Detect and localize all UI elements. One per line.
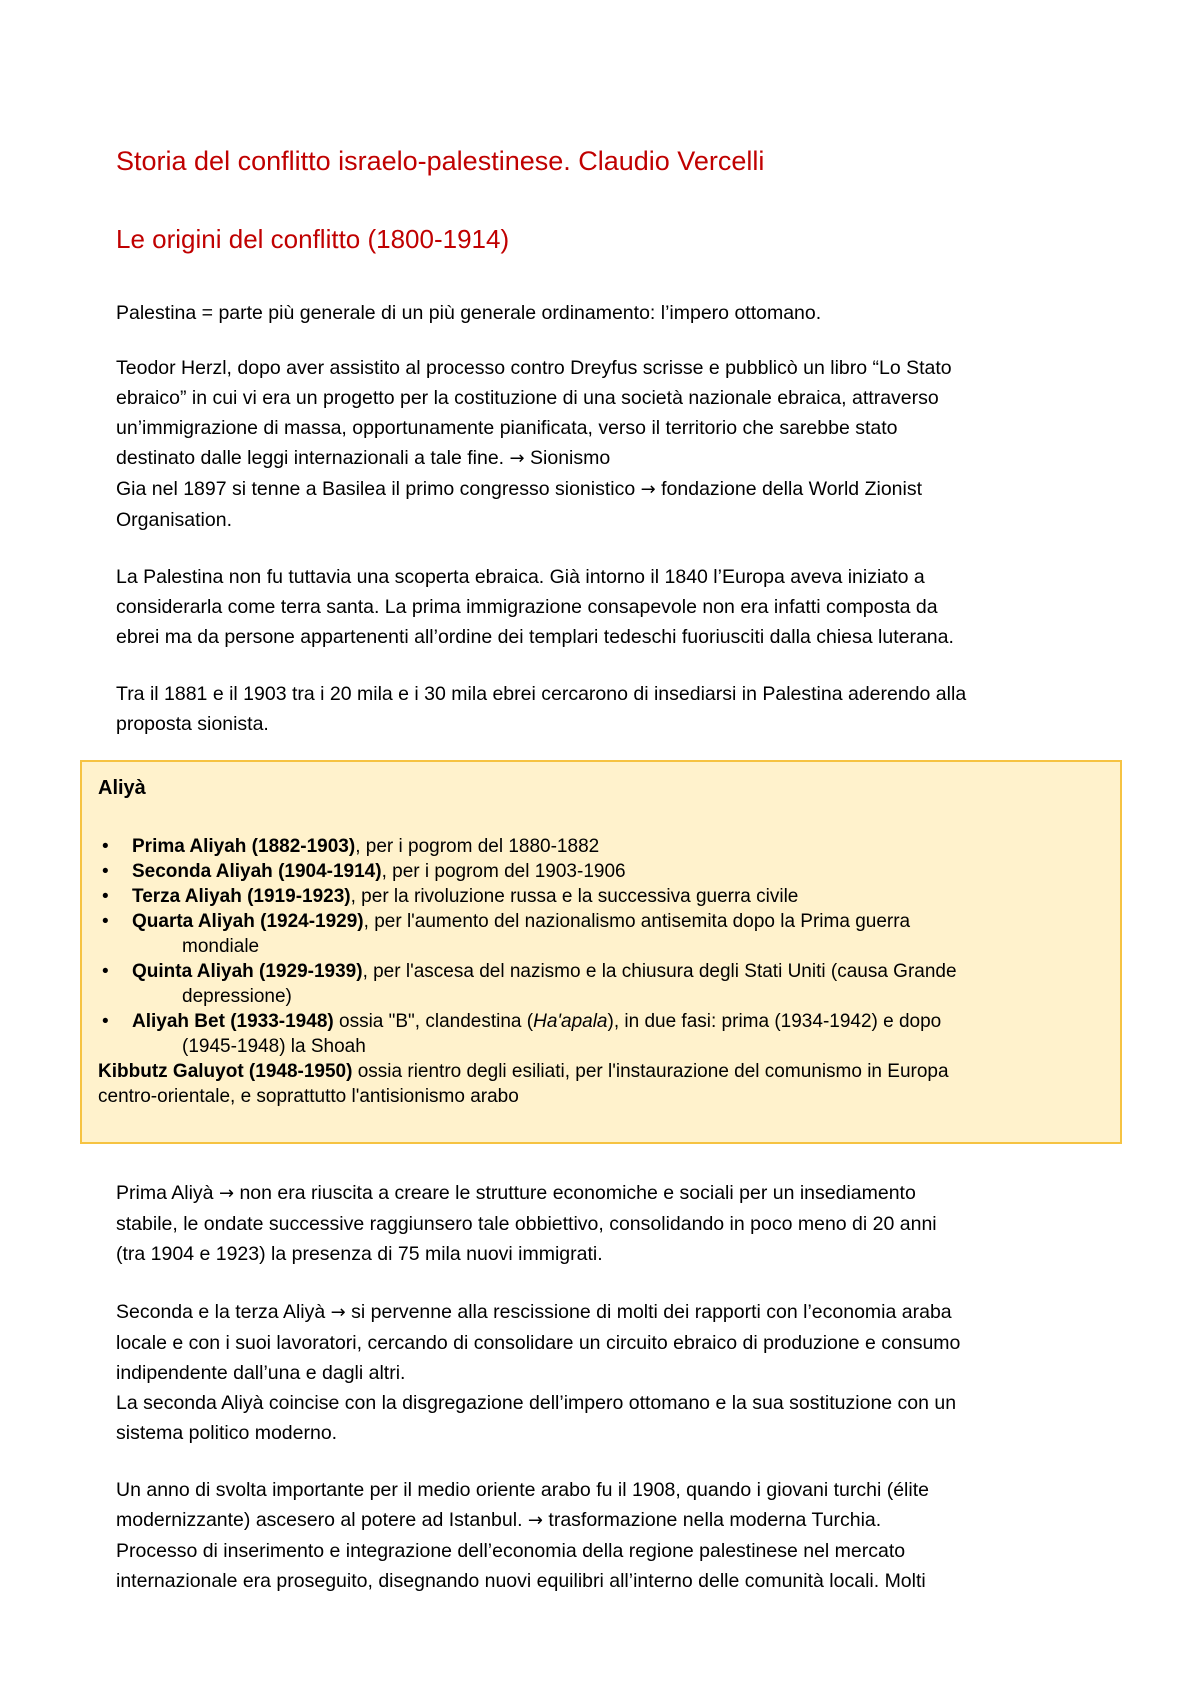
list-item (98, 859, 1108, 884)
text-line: un’immigrazione di massa, opportunamente pianificata, verso il territorio che sarebbe stato (116, 417, 898, 439)
text-line: stabile, le ondate successive raggiunsero tale obbiettivo, consolidando in poco meno di 20 anni (116, 1213, 937, 1235)
item-label: Quinta Aliyah (1929-1939) (132, 961, 363, 982)
text-line: indipendente dall’una e dagli altri. (116, 1362, 406, 1384)
item-text: ossia "B", clandestina ( (333, 1011, 534, 1032)
item-text: , per la rivoluzione russa e la successiva guerra civile (350, 886, 799, 907)
item-text-continued: depressione) (182, 986, 292, 1007)
text-line: sistema politico moderno. (116, 1422, 338, 1444)
text-line: internazionale era proseguito, disegnando nuovi equilibri all’interno delle comunità locali. Molti (116, 1570, 926, 1592)
text-fragment: Sionismo (524, 447, 611, 469)
list-item (98, 884, 1108, 909)
text-fragment: si pervenne alla rescissione di molti dei rapporti con l’economia araba (345, 1301, 952, 1323)
arrow-right-icon: → (218, 1183, 235, 1204)
text-fragment: Gia nel 1897 si tenne a Basilea il primo congresso sionistico (116, 478, 641, 500)
bullet-icon: • (102, 836, 109, 857)
text-line: Teodor Herzl, dopo aver assistito al processo contro Dreyfus scrisse e pubblicò un libro “Lo Stato (116, 357, 952, 379)
text-line: ebrei ma da persone appartenenti all’ordine dei templari tedeschi fuoriusciti dalla chiesa luterana. (116, 626, 954, 648)
kibbutz-galuyot-entry (98, 1059, 1108, 1084)
text-line (116, 1505, 1106, 1536)
paragraph-prima-aliya (116, 1178, 1106, 1269)
text-line: Organisation. (116, 509, 232, 531)
document-title: Storia del conflitto israelo-palestinese. Claudio Vercelli (116, 146, 765, 176)
text-fragment: Seconda e la terza Aliyà (116, 1301, 331, 1323)
text-line (116, 474, 1106, 505)
section-heading: Le origini del conflitto (1800-1914) (116, 224, 510, 254)
item-text: , per i pogrom del 1880-1882 (355, 836, 600, 857)
item-label: Aliyah Bet (1933-1948) (132, 1011, 334, 1032)
text-line: La seconda Aliyà coincise con la disgregazione dell’impero ottomano e la sua sostituzione con un (116, 1392, 957, 1414)
paragraph-europa (116, 562, 1106, 652)
text-line: Un anno di svolta importante per il medio oriente arabo fu il 1908, quando i giovani turchi (élite (116, 1479, 929, 1501)
text-line: locale e con i suoi lavoratori, cercando di consolidare un circuito ebraico di produzione e consumo (116, 1332, 961, 1354)
paragraph-palestina (116, 298, 1106, 328)
item-label: Prima Aliyah (1882-1903) (132, 836, 356, 857)
item-text: , per l'aumento del nazionalismo antisemita dopo la Prima guerra (363, 911, 911, 932)
bullet-icon: • (102, 961, 109, 982)
text-line (116, 1297, 1106, 1328)
bullet-icon: • (102, 886, 109, 907)
list-item (98, 959, 1108, 1009)
text-fragment: destinato dalle leggi internazionali a tale fine. (116, 447, 510, 469)
list-item (98, 909, 1108, 959)
item-text-continued: (1945-1948) la Shoah (182, 1036, 366, 1057)
text-line: Tra il 1881 e il 1903 tra i 20 mila e i 30 mila ebrei cercarono di insediarsi in Palestina aderendo alla (116, 683, 967, 705)
bullet-icon: • (102, 861, 109, 882)
text-line: (tra 1904 e 1923) la presenza di 75 mila nuovi immigrati. (116, 1243, 603, 1265)
arrow-right-icon: → (330, 1302, 346, 1323)
text-line (116, 1178, 1106, 1209)
text-line (116, 443, 1106, 474)
list-item (98, 834, 1108, 859)
text-fragment: fondazione della World Zionist (655, 478, 923, 500)
text-line: Processo di inserimento e integrazione dell’economia della regione palestinese nel mercato (116, 1540, 906, 1562)
bullet-icon: • (102, 1011, 109, 1032)
item-text: , per i pogrom del 1903-1906 (381, 861, 626, 882)
text-fragment: modernizzante) ascesero al potere ad Istanbul. (116, 1509, 528, 1531)
arrow-right-icon: → (640, 479, 656, 500)
bullet-icon: • (102, 911, 109, 932)
arrow-right-icon: → (509, 448, 525, 469)
kibbutz-galuyot-continued: centro-orientale, e soprattutto l'antisionismo arabo (98, 1086, 519, 1107)
text-line: ebraico” in cui vi era un progetto per la costituzione di una società nazionale ebraica, attraverso (116, 387, 939, 409)
item-text-continued: mondiale (182, 936, 260, 957)
aliya-info-box (80, 760, 1122, 1144)
paragraph-insediamento (116, 679, 1106, 739)
paragraph-seconda-terza (116, 1297, 1106, 1448)
text-line: considerarla come terra santa. La prima immigrazione consapevole non era infatti composta da (116, 596, 938, 618)
item-label: Kibbutz Galuyot (1948-1950) (98, 1061, 353, 1082)
item-label: Terza Aliyah (1919-1923) (132, 886, 351, 907)
item-label: Seconda Aliyah (1904-1914) (132, 861, 382, 882)
text-fragment: Prima Aliyà (116, 1182, 219, 1204)
aliya-list (98, 834, 1108, 1109)
aliya-box-title: Aliyà (98, 777, 146, 799)
text-fragment: trasformazione nella moderna Turchia. (543, 1509, 882, 1531)
item-text: , per l'ascesa del nazismo e la chiusura degli Stati Uniti (causa Grande (362, 961, 957, 982)
list-item (98, 1009, 1108, 1059)
text-line: La Palestina non fu tuttavia una scoperta ebraica. Già intorno il 1840 l’Europa aveva iniziato a (116, 566, 925, 588)
item-text: ), in due fasi: prima (1934-1942) e dopo (607, 1011, 942, 1032)
text-line: proposta sionista. (116, 713, 269, 735)
paragraph-1908 (116, 1475, 1106, 1596)
item-text: ossia rientro degli esiliati, per l'instaurazione del comunismo in Europa (352, 1061, 949, 1082)
item-label: Quarta Aliyah (1924-1929) (132, 911, 364, 932)
item-text-italic: Ha'apala (533, 1011, 608, 1032)
text-fragment: non era riuscita a creare le strutture economiche e sociali per un insediamento (234, 1182, 916, 1204)
arrow-right-icon: → (527, 1510, 543, 1531)
text-line: Palestina = parte più generale di un più generale ordinamento: l’impero ottomano. (116, 302, 822, 324)
paragraph-herzl (116, 353, 1106, 535)
